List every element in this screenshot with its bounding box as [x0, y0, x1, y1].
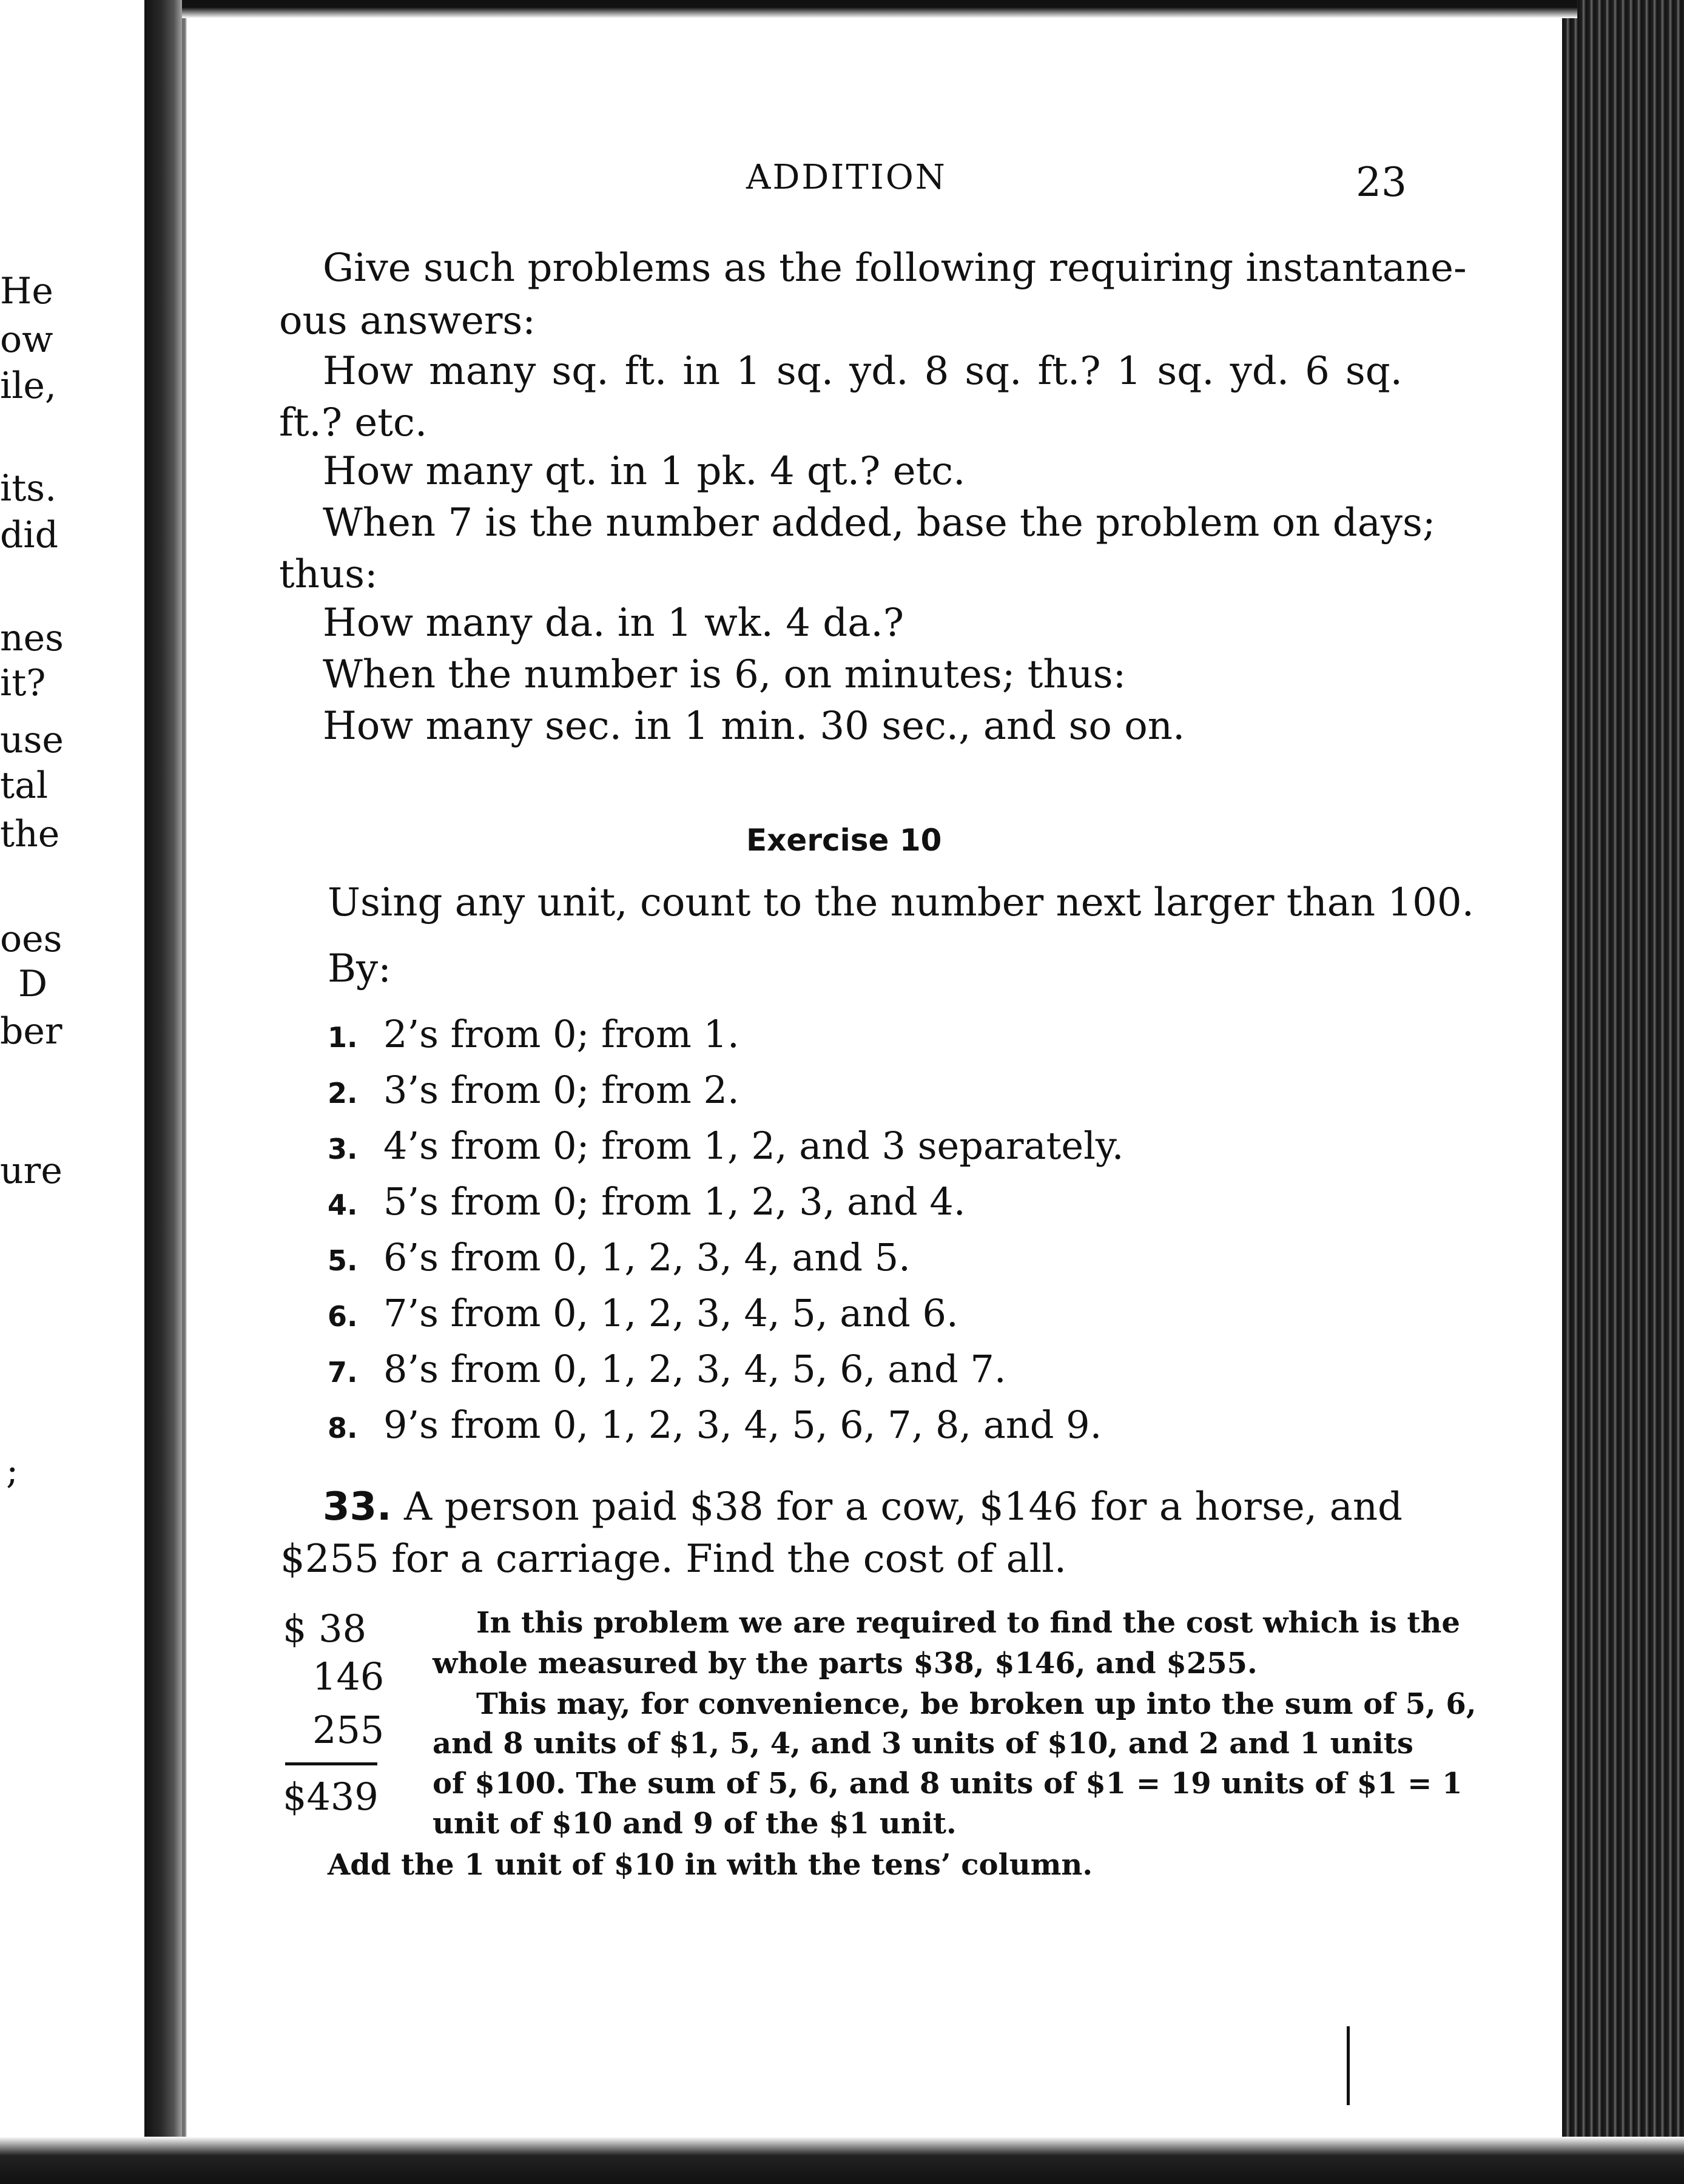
left-fragment: use — [0, 719, 64, 761]
item-text: 8’s from 0, 1, 2, 3, 4, 5, 6, and 7. — [383, 1347, 1006, 1391]
left-fragment: ; — [6, 1450, 19, 1492]
intro-line: How many sq. ft. in 1 sq. yd. 8 sq. ft.? 1 sq. yd. 6 sq. — [323, 349, 1403, 394]
intro-line: When 7 is the number added, base the problem on days; — [323, 500, 1436, 545]
exercise-instruction: Using any unit, count to the number next larger than 100. — [328, 880, 1474, 925]
left-fragment: ber — [0, 1010, 62, 1053]
exercise-item — [328, 1012, 739, 1056]
problem-number: 33. — [323, 1485, 392, 1529]
problem-line-1 — [323, 1485, 1403, 1529]
left-fragment: oes — [0, 918, 62, 960]
addend: 146 — [312, 1654, 385, 1699]
exercise-item — [328, 1235, 911, 1279]
exercise-item — [328, 1403, 1102, 1447]
explanation-line: whole measured by the parts $38, $146, and $255. — [433, 1646, 1258, 1680]
item-text: 9’s from 0, 1, 2, 3, 4, 5, 6, 7, 8, and 9. — [383, 1403, 1102, 1447]
addend: 255 — [312, 1708, 385, 1752]
left-fragment: tal — [0, 764, 49, 807]
running-head: ADDITION — [746, 158, 947, 197]
item-text: 2’s from 0; from 1. — [383, 1012, 739, 1056]
explanation-line: In this problem we are required to find the cost which is the — [476, 1606, 1460, 1640]
intro-line: How many sec. in 1 min. 30 sec., and so on. — [323, 704, 1185, 749]
exercise-by-label: By: — [328, 946, 391, 991]
problem-text: A person paid $38 for a cow, $146 for a horse, and — [403, 1485, 1403, 1529]
item-text: 6’s from 0, 1, 2, 3, 4, and 5. — [383, 1235, 911, 1279]
item-text: 4’s from 0; from 1, 2, and 3 separately. — [383, 1124, 1124, 1168]
item-text: 5’s from 0; from 1, 2, 3, and 4. — [383, 1179, 966, 1224]
exercise-item — [328, 1347, 1006, 1391]
left-fragment: nes — [0, 617, 64, 659]
intro-line: When the number is 6, on minutes; thus: — [323, 652, 1127, 697]
item-number: 5. — [328, 1244, 358, 1277]
left-fragment: its. — [0, 467, 57, 510]
page-stack-edge — [1562, 0, 1684, 2184]
left-fragment: ure — [0, 1150, 62, 1192]
bottom-scan-edge — [0, 2137, 1684, 2184]
left-fragment: He — [0, 270, 53, 312]
item-text: 7’s from 0, 1, 2, 3, 4, 5, and 6. — [383, 1291, 958, 1335]
left-fragment: did — [0, 514, 59, 556]
item-number: 4. — [328, 1188, 358, 1221]
left-fragment: the — [0, 813, 60, 855]
item-number: 7. — [328, 1356, 358, 1389]
intro-line: thus: — [279, 552, 378, 597]
exercise-item — [328, 1068, 739, 1112]
item-number: 6. — [328, 1300, 358, 1333]
explanation-line: unit of $10 and 9 of the $1 unit. — [433, 1807, 957, 1841]
sum-rule — [285, 1762, 377, 1765]
left-fragment: ile, — [0, 365, 56, 407]
explanation-line: of $100. The sum of 5, 6, and 8 units of $1 = 19 units of $1 = 1 — [433, 1767, 1463, 1801]
addend: $ 38 — [283, 1606, 367, 1651]
stray-mark — [1347, 2026, 1350, 2105]
item-text: 3’s from 0; from 2. — [383, 1068, 739, 1112]
left-fragment: D — [18, 963, 48, 1005]
left-fragment: it? — [0, 662, 46, 704]
explanation-line: This may, for convenience, be broken up into the sum of 5, 6, — [476, 1687, 1477, 1721]
page-number: 23 — [1356, 159, 1407, 206]
intro-line: ous answers: — [279, 298, 536, 343]
item-number: 8. — [328, 1412, 358, 1444]
intro-line: How many qt. in 1 pk. 4 qt.? etc. — [323, 449, 966, 494]
exercise-item — [328, 1291, 958, 1335]
gutter-line — [182, 0, 186, 2184]
left-fragment: ow — [0, 318, 53, 361]
item-number: 1. — [328, 1021, 358, 1054]
exercise-heading: Exercise 10 — [746, 823, 942, 858]
sum-total: $439 — [283, 1774, 379, 1819]
book-gutter — [144, 0, 187, 2184]
problem-line-2: $255 for a carriage. Find the cost of all. — [280, 1537, 1067, 1582]
top-scan-edge — [182, 0, 1577, 18]
exercise-item — [328, 1179, 966, 1224]
item-number: 3. — [328, 1133, 358, 1165]
item-number: 2. — [328, 1077, 358, 1110]
exercise-item — [328, 1124, 1123, 1168]
intro-line: How many da. in 1 wk. 4 da.? — [323, 601, 904, 645]
explanation-line: Add the 1 unit of $10 in with the tens’ column. — [328, 1848, 1093, 1882]
intro-line: ft.? etc. — [279, 400, 428, 445]
intro-line: Give such problems as the following requiring instantane- — [323, 246, 1467, 291]
explanation-line: and 8 units of $1, 5, 4, and 3 units of $10, and 2 and 1 units — [433, 1727, 1413, 1761]
